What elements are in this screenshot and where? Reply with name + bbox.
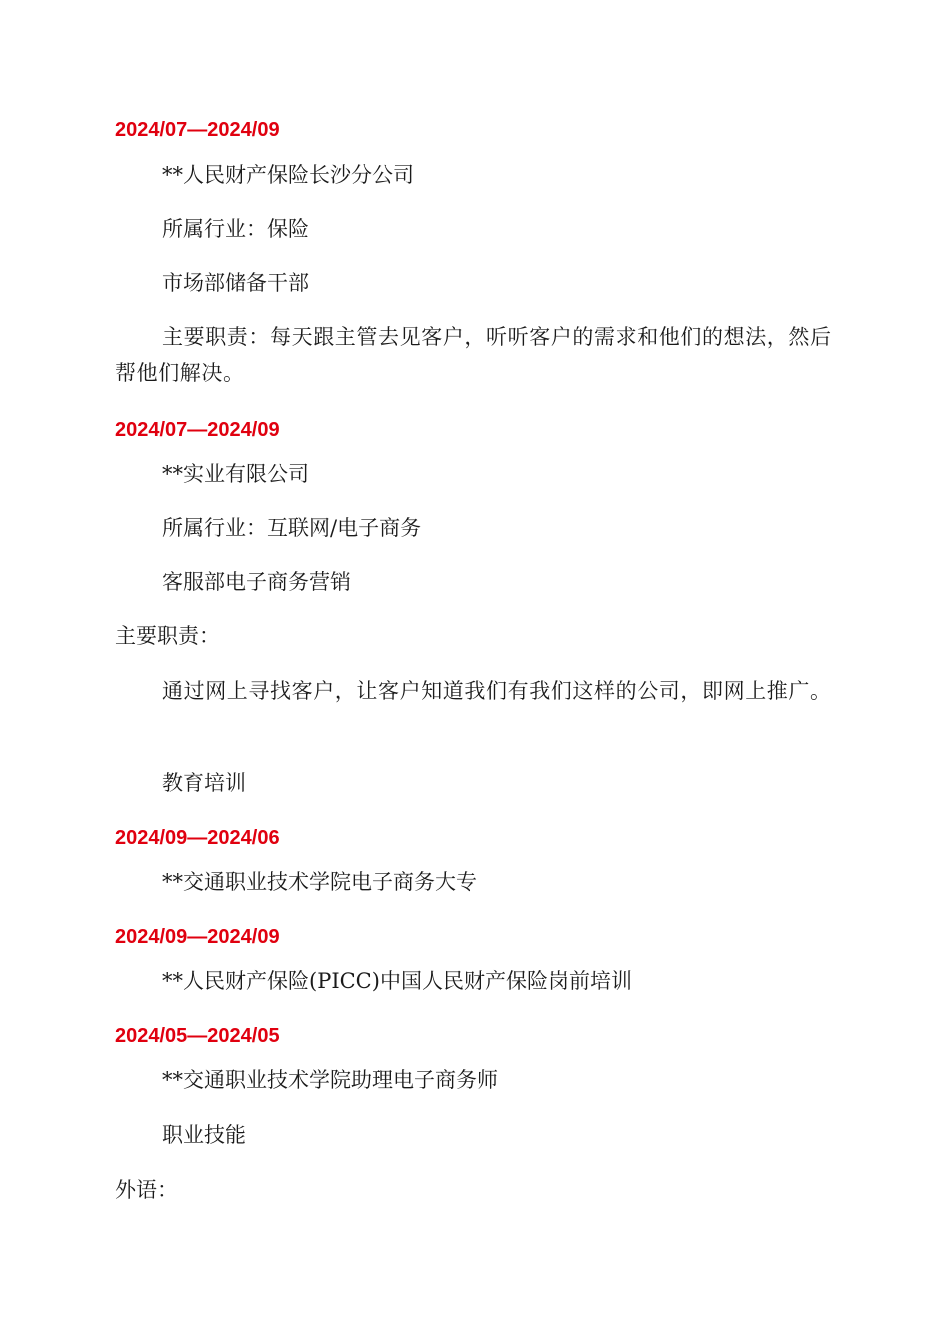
job-1-industry: 所属行业：保险 — [162, 217, 309, 241]
job-2-industry: 所属行业：互联网/电子商务 — [162, 516, 422, 540]
job-1-company: **人民财产保险长沙分公司 — [162, 163, 414, 187]
job-2-position: 客服部电子商务营销 — [162, 570, 351, 594]
education-2-date: 2024/09—2024/09 — [115, 926, 280, 948]
skills-heading: 职业技能 — [162, 1123, 246, 1147]
education-2-text: **人民财产保险(PICC)中国人民财产保险岗前培训 — [162, 969, 632, 993]
job-2-company: **实业有限公司 — [162, 462, 309, 486]
job-1-date: 2024/07—2024/09 — [115, 119, 280, 141]
job-2-duties-label: 主要职责： — [115, 624, 220, 648]
job-1-duties: 主要职责：每天跟主管去见客户，听听客户的需求和他们的想法，然后帮他们解决。 — [115, 325, 832, 385]
education-heading: 教育培训 — [162, 771, 246, 795]
education-1-date: 2024/09—2024/06 — [115, 827, 280, 849]
foreign-language-label: 外语： — [115, 1178, 178, 1202]
job-2-date: 2024/07—2024/09 — [115, 419, 280, 441]
job-2-duties: 通过网上寻找客户，让客户知道我们有我们这样的公司，即网上推广。 — [162, 679, 832, 703]
education-3-text: **交通职业技术学院助理电子商务师 — [162, 1068, 498, 1092]
education-3-date: 2024/05—2024/05 — [115, 1025, 280, 1047]
job-1-position: 市场部储备干部 — [162, 271, 309, 295]
education-1-text: **交通职业技术学院电子商务大专 — [162, 870, 477, 894]
